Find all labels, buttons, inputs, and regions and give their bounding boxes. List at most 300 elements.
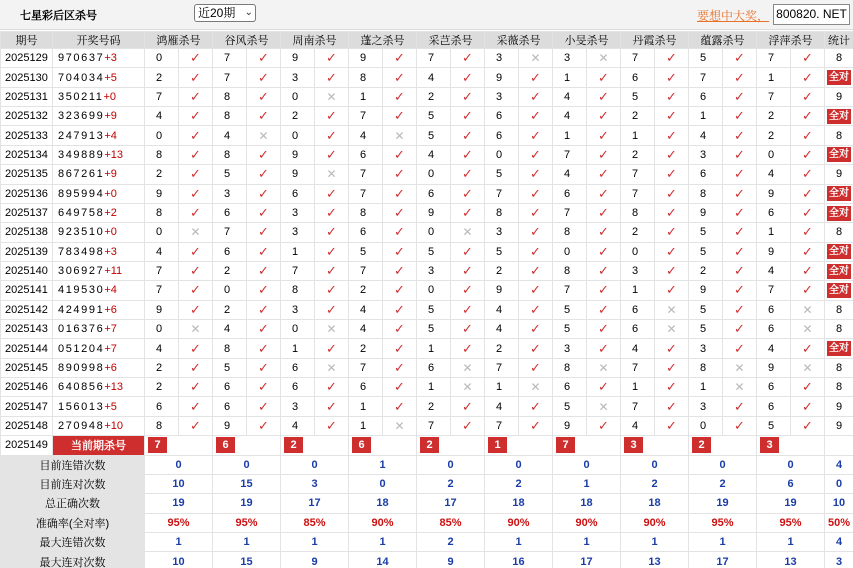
result-mark [315,300,349,319]
cross-icon: ✕ [598,360,609,375]
result-mark [315,184,349,203]
summary-value: 17 [689,552,757,568]
draw-cell [53,145,145,164]
result-mark [519,261,553,280]
stat-cell [825,68,853,87]
kill-value: 8 [553,261,587,280]
draw-cell [53,378,145,397]
table-row [1,145,853,164]
result-mark [315,145,349,164]
kill-value: 1 [349,416,383,435]
result-mark [179,165,213,184]
kill-value: 6 [621,300,655,319]
stat-value: 8 [835,303,843,316]
kill-value: 4 [145,242,179,261]
result-mark [791,165,825,184]
check-icon: ✓ [802,340,813,356]
draw-plus: +11 [104,265,123,278]
check-icon: ✓ [258,379,269,395]
check-icon: ✓ [462,88,473,104]
result-mark [791,184,825,203]
check-icon: ✓ [530,108,541,124]
check-icon: ✓ [258,88,269,104]
check-icon: ✓ [190,166,201,182]
check-icon: ✓ [394,88,405,104]
check-icon: ✓ [598,69,609,85]
top-bar [0,0,853,30]
result-mark [179,261,213,280]
result-mark [587,68,621,87]
result-mark [655,300,689,319]
check-icon: ✓ [802,108,813,124]
check-icon: ✓ [258,359,269,375]
stat-cell [825,261,853,280]
result-mark [247,223,281,242]
kill-value: 1 [689,378,723,397]
result-mark [519,339,553,358]
kill-value: 0 [281,126,315,145]
summary-value: 90% [621,513,689,532]
table-row [1,320,853,339]
kill-value: 2 [349,281,383,300]
cross-icon: ✕ [394,128,405,143]
result-mark [519,397,553,416]
kill-value: 7 [417,416,451,435]
kill-value: 2 [485,261,519,280]
check-icon: ✓ [666,205,677,221]
draw-plus: +13 [104,381,123,394]
current-kill-cell [281,436,349,455]
check-icon: ✓ [326,398,337,414]
kill-value: 6 [281,378,315,397]
check-icon: ✓ [258,418,269,433]
kill-value: 8 [553,358,587,377]
kill-value: 5 [553,320,587,339]
result-mark [451,145,485,164]
stat-cell [825,416,853,435]
kill-value: 1 [417,339,451,358]
result-mark [179,300,213,319]
summary-value: 19 [689,494,757,513]
stat-value: 8 [835,361,843,374]
check-icon: ✓ [190,301,201,317]
summary-value: 9 [281,552,349,568]
result-mark [451,49,485,68]
check-icon: ✓ [462,301,473,317]
period-cell: 2025146 [1,378,53,397]
check-icon: ✓ [666,359,677,375]
result-mark [519,416,553,435]
stat-cell [825,339,853,358]
result-mark [655,126,689,145]
summary-value: 6 [757,474,825,493]
kill-value: 6 [213,378,247,397]
table-header [1,32,853,49]
summary-value: 0 [485,455,553,474]
result-mark [247,242,281,261]
draw-plus: +2 [104,207,117,220]
kill-value: 3 [281,68,315,87]
cross-icon: ✕ [530,51,541,66]
result-mark [791,358,825,377]
result-mark [451,320,485,339]
stat-cell [825,281,853,300]
check-icon: ✓ [462,418,473,433]
all-correct-badge: 全对 [829,284,849,296]
kill-value: 0 [281,320,315,339]
column-header: 丹霞杀号 [621,32,689,49]
check-icon: ✓ [802,88,813,104]
result-mark [723,126,757,145]
result-mark [383,87,417,106]
draw-number: 895994 [58,187,105,200]
table-row [1,49,853,68]
kill-value: 1 [621,378,655,397]
result-mark [383,223,417,242]
result-mark [723,416,757,435]
column-header: 浮萍杀号 [757,32,825,49]
result-mark [179,339,213,358]
result-mark [587,126,621,145]
result-mark [179,281,213,300]
kill-value: 1 [553,126,587,145]
kill-value: 4 [349,300,383,319]
current-kill-number: 1 [488,437,507,453]
result-mark [519,126,553,145]
kill-value: 5 [689,242,723,261]
table-row [1,358,853,377]
draw-cell [53,223,145,242]
result-mark [247,320,281,339]
column-header: 蕴露杀号 [689,32,757,49]
result-mark [247,145,281,164]
result-mark [723,358,757,377]
kill-value: 5 [553,397,587,416]
result-mark [451,261,485,280]
draw-plus: +9 [104,168,117,181]
result-mark [315,339,349,358]
stat-value: 9 [835,400,843,413]
summary-value: 1 [553,532,621,551]
result-mark [723,320,757,339]
check-icon: ✓ [462,69,473,85]
kill-value: 4 [145,107,179,126]
check-icon: ✓ [598,379,609,395]
result-mark [383,378,417,397]
period-cell: 2025148 [1,416,53,435]
kill-value: 7 [213,223,247,242]
summary-row [1,513,853,532]
result-mark [655,320,689,339]
kill-value: 1 [349,87,383,106]
check-icon: ✓ [394,321,405,337]
cross-icon: ✕ [326,89,337,104]
kill-value: 2 [145,165,179,184]
result-mark [791,126,825,145]
result-mark [519,281,553,300]
result-mark [791,300,825,319]
summary-value: 17 [553,552,621,568]
draw-number: 349889 [58,148,105,161]
result-mark [451,378,485,397]
check-icon: ✓ [462,340,473,356]
kill-value: 2 [757,126,791,145]
kill-value: 2 [281,107,315,126]
kill-value: 7 [145,281,179,300]
summary-label: 最大连对次数 [1,552,145,568]
kill-value: 6 [485,107,519,126]
kill-number-table [0,31,853,568]
check-icon: ✓ [598,418,609,433]
current-kill-number: 7 [148,437,167,453]
check-icon: ✓ [530,398,541,414]
draw-plus: +7 [104,342,117,355]
kill-value: 6 [553,378,587,397]
kill-value: 6 [145,397,179,416]
site-badge[interactable]: 800820. NET [773,4,850,25]
period-cell: 2025138 [1,223,53,242]
kill-value: 6 [757,203,791,222]
kill-value: 0 [553,242,587,261]
check-icon: ✓ [666,340,677,356]
result-mark [655,203,689,222]
result-mark [315,165,349,184]
result-mark [315,87,349,106]
draw-number: 247913 [58,129,105,142]
summary-label: 总正确次数 [1,494,145,513]
check-icon: ✓ [734,418,745,433]
kill-value: 3 [553,49,587,68]
check-icon: ✓ [734,263,745,279]
cross-icon: ✕ [462,225,473,240]
cross-icon: ✕ [598,399,609,414]
draw-cell [53,358,145,377]
result-mark [587,320,621,339]
kill-value: 7 [485,184,519,203]
table-row [1,165,853,184]
check-icon: ✓ [530,359,541,375]
kill-value: 0 [757,145,791,164]
draw-cell [53,339,145,358]
period-select[interactable] [194,4,256,22]
kill-value: 0 [145,49,179,68]
current-kill-cell [485,436,553,455]
result-mark [723,397,757,416]
kill-value: 6 [349,378,383,397]
draw-plus: +13 [104,148,123,161]
summary-total: 10 [825,494,853,513]
all-correct-badge: 全对 [829,188,849,200]
cross-icon: ✕ [734,360,745,375]
summary-value: 0 [621,455,689,474]
result-mark [383,107,417,126]
result-mark [587,107,621,126]
kill-value: 1 [757,68,791,87]
current-kill-number: 6 [216,437,235,453]
kill-value: 6 [485,126,519,145]
kill-value: 5 [689,320,723,339]
kill-value: 4 [757,339,791,358]
check-icon: ✓ [190,398,201,414]
draw-number: 783498 [58,245,105,258]
cross-icon: ✕ [462,380,473,395]
result-mark [519,320,553,339]
kill-value: 4 [281,416,315,435]
kill-value: 3 [281,203,315,222]
summary-value: 95% [145,513,213,532]
check-icon: ✓ [258,185,269,201]
draw-plus: +5 [104,71,117,84]
result-mark [451,165,485,184]
summary-value: 85% [417,513,485,532]
result-mark [383,397,417,416]
result-mark [791,145,825,164]
result-mark [655,358,689,377]
result-mark [315,203,349,222]
kill-value: 7 [757,49,791,68]
kill-value: 4 [213,320,247,339]
check-icon: ✓ [530,263,541,279]
cross-icon: ✕ [802,302,813,317]
check-icon: ✓ [462,127,473,143]
kill-value: 7 [689,68,723,87]
check-icon: ✓ [190,88,201,104]
kill-value: 9 [145,184,179,203]
kill-value: 4 [553,165,587,184]
result-mark [179,358,213,377]
check-icon: ✓ [530,69,541,85]
current-kill-number: 3 [624,437,643,453]
kill-value: 0 [621,242,655,261]
table-row [1,339,853,358]
stat-cell [825,203,853,222]
draw-cell [53,300,145,319]
check-icon: ✓ [462,321,473,337]
check-icon: ✓ [258,50,269,66]
summary-value: 95% [757,513,825,532]
result-mark [179,203,213,222]
table-row [1,242,853,261]
check-icon: ✓ [666,108,677,124]
result-mark [179,87,213,106]
result-mark [587,261,621,280]
check-icon: ✓ [802,146,813,162]
kill-value: 7 [553,145,587,164]
cross-icon: ✕ [462,360,473,375]
result-mark [247,300,281,319]
stat-cell [825,107,853,126]
kill-value: 2 [213,300,247,319]
result-mark [723,300,757,319]
summary-value: 2 [417,474,485,493]
result-mark [451,126,485,145]
check-icon: ✓ [258,282,269,298]
result-mark [179,320,213,339]
column-header: 小旻杀号 [553,32,621,49]
result-mark [383,358,417,377]
kill-value: 6 [213,203,247,222]
kill-value: 3 [485,87,519,106]
result-mark [315,397,349,416]
summary-value: 0 [417,455,485,474]
kill-value: 7 [621,49,655,68]
cross-icon: ✕ [258,128,269,143]
kill-value: 6 [757,320,791,339]
current-kill-cell [757,436,825,455]
table-row [1,126,853,145]
kill-value: 4 [553,87,587,106]
check-icon: ✓ [394,205,405,221]
result-mark [587,223,621,242]
kill-value: 8 [621,203,655,222]
result-mark [519,87,553,106]
check-icon: ✓ [734,321,745,337]
stat-cell [825,397,853,416]
kill-value: 9 [281,145,315,164]
check-icon: ✓ [394,359,405,375]
result-mark [519,184,553,203]
result-mark [451,87,485,106]
result-mark [247,165,281,184]
check-icon: ✓ [258,243,269,259]
check-icon: ✓ [394,301,405,317]
result-mark [519,378,553,397]
draw-cell [53,416,145,435]
check-icon: ✓ [666,243,677,259]
cross-icon: ✕ [190,322,201,337]
summary-value: 1 [621,532,689,551]
draw-cell [53,184,145,203]
summary-value: 0 [553,455,621,474]
kill-value: 7 [213,49,247,68]
period-cell: 2025145 [1,358,53,377]
result-mark [383,320,417,339]
check-icon: ✓ [734,166,745,182]
cross-icon: ✕ [326,360,337,375]
result-mark [315,242,349,261]
result-mark [655,261,689,280]
result-mark [655,184,689,203]
result-mark [315,126,349,145]
kill-value: 5 [689,300,723,319]
ad-link[interactable]: 要想中大奖， [697,9,770,23]
check-icon: ✓ [258,301,269,317]
check-icon: ✓ [734,146,745,162]
current-kill-number: 3 [760,437,779,453]
draw-cell [53,203,145,222]
kill-value: 1 [621,281,655,300]
result-mark [383,281,417,300]
summary-value: 1 [213,532,281,551]
result-mark [451,223,485,242]
check-icon: ✓ [802,69,813,85]
table-row [1,223,853,242]
check-icon: ✓ [326,224,337,240]
result-mark [315,223,349,242]
table-row [1,68,853,87]
period-cell: 2025137 [1,203,53,222]
check-icon: ✓ [462,243,473,259]
check-icon: ✓ [190,282,201,298]
draw-number: 640856 [58,381,105,394]
draw-cell [53,320,145,339]
result-mark [791,416,825,435]
check-icon: ✓ [734,398,745,414]
kill-value: 7 [553,203,587,222]
summary-value: 15 [213,552,281,568]
column-header: 蓬之杀号 [349,32,417,49]
result-mark [723,203,757,222]
